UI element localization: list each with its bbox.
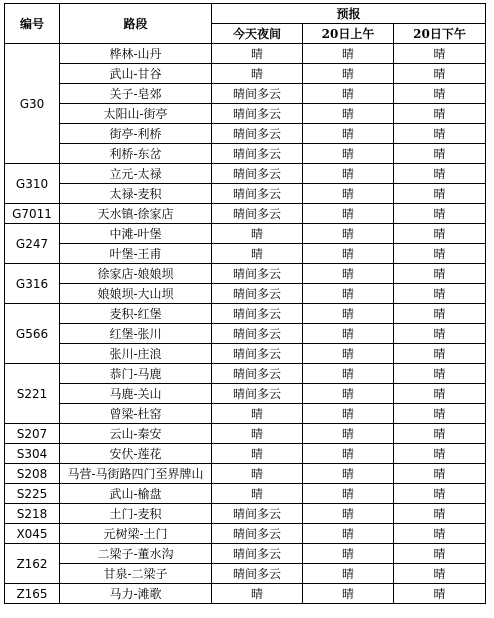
route-code: G247 [5,224,60,264]
road-segment: 张川-庄浪 [60,344,212,364]
route-code: G316 [5,264,60,304]
table-row [5,224,486,244]
forecast-afternoon: 晴 [394,184,486,204]
route-code: G566 [5,304,60,364]
road-weather-forecast-table [4,3,486,604]
table-row [5,584,486,604]
route-code: S225 [5,484,60,504]
header-afternoon: 20日下午 [394,24,486,44]
forecast-tonight: 晴 [212,64,303,84]
forecast-afternoon: 晴 [394,124,486,144]
road-segment: 桦林-山丹 [60,44,212,64]
forecast-tonight: 晴间多云 [212,344,303,364]
forecast-afternoon: 晴 [394,524,486,544]
forecast-morning: 晴 [303,444,394,464]
table-row [5,344,486,364]
road-segment: 安伏-莲花 [60,444,212,464]
forecast-morning: 晴 [303,584,394,604]
table-row [5,244,486,264]
forecast-tonight: 晴间多云 [212,304,303,324]
forecast-morning: 晴 [303,184,394,204]
road-segment: 娘娘坝-大山坝 [60,284,212,304]
forecast-tonight: 晴间多云 [212,284,303,304]
table-row [5,324,486,344]
forecast-tonight: 晴 [212,44,303,64]
road-segment: 元树梁-土门 [60,524,212,544]
header-morning: 20日上午 [303,24,394,44]
road-segment: 甘泉-二梁子 [60,564,212,584]
forecast-afternoon: 晴 [394,564,486,584]
road-segment: 曾梁-杜窑 [60,404,212,424]
forecast-afternoon: 晴 [394,84,486,104]
forecast-afternoon: 晴 [394,244,486,264]
table-body [5,44,486,604]
forecast-afternoon: 晴 [394,404,486,424]
forecast-tonight: 晴间多云 [212,544,303,564]
road-segment: 关子-皂郊 [60,84,212,104]
road-segment: 马力-滩歌 [60,584,212,604]
forecast-morning: 晴 [303,564,394,584]
table-row [5,184,486,204]
forecast-tonight: 晴 [212,424,303,444]
forecast-morning: 晴 [303,344,394,364]
forecast-tonight: 晴间多云 [212,184,303,204]
forecast-tonight: 晴间多云 [212,164,303,184]
forecast-tonight: 晴间多云 [212,204,303,224]
table-row [5,524,486,544]
forecast-morning: 晴 [303,164,394,184]
header-forecast: 预报 [212,4,486,24]
road-segment: 马鹿-关山 [60,384,212,404]
table-row [5,144,486,164]
forecast-tonight: 晴 [212,484,303,504]
table-header [5,4,486,44]
forecast-afternoon: 晴 [394,424,486,444]
table-row [5,204,486,224]
forecast-morning: 晴 [303,124,394,144]
forecast-afternoon: 晴 [394,44,486,64]
forecast-afternoon: 晴 [394,344,486,364]
forecast-morning: 晴 [303,464,394,484]
road-segment: 云山-秦安 [60,424,212,444]
route-code: X045 [5,524,60,544]
table-row [5,44,486,64]
forecast-afternoon: 晴 [394,364,486,384]
forecast-morning: 晴 [303,524,394,544]
road-segment: 麦积-红堡 [60,304,212,324]
road-segment: 红堡-张川 [60,324,212,344]
table-row [5,564,486,584]
forecast-morning: 晴 [303,384,394,404]
forecast-afternoon: 晴 [394,144,486,164]
forecast-afternoon: 晴 [394,384,486,404]
forecast-tonight: 晴 [212,404,303,424]
forecast-afternoon: 晴 [394,484,486,504]
forecast-tonight: 晴间多云 [212,144,303,164]
forecast-morning: 晴 [303,284,394,304]
table-row [5,124,486,144]
table-row [5,304,486,324]
table-row [5,64,486,84]
forecast-morning: 晴 [303,324,394,344]
forecast-afternoon: 晴 [394,104,486,124]
table-row [5,384,486,404]
table-row [5,284,486,304]
header-tonight: 今天夜间 [212,24,303,44]
road-segment: 武山-榆盘 [60,484,212,504]
forecast-morning: 晴 [303,44,394,64]
forecast-morning: 晴 [303,264,394,284]
table-row [5,424,486,444]
forecast-morning: 晴 [303,204,394,224]
table-row [5,264,486,284]
road-segment: 太阳山-街亭 [60,104,212,124]
table-row [5,464,486,484]
forecast-afternoon: 晴 [394,504,486,524]
road-segment: 街亭-利桥 [60,124,212,144]
route-code: G7011 [5,204,60,224]
route-code: G30 [5,44,60,164]
forecast-morning: 晴 [303,244,394,264]
forecast-tonight: 晴间多云 [212,264,303,284]
forecast-morning: 晴 [303,224,394,244]
forecast-afternoon: 晴 [394,224,486,244]
forecast-morning: 晴 [303,64,394,84]
forecast-tonight: 晴间多云 [212,364,303,384]
forecast-afternoon: 晴 [394,464,486,484]
forecast-afternoon: 晴 [394,204,486,224]
forecast-morning: 晴 [303,364,394,384]
table-row [5,364,486,384]
header-road: 路段 [60,4,212,44]
forecast-tonight: 晴 [212,224,303,244]
forecast-tonight: 晴间多云 [212,504,303,524]
forecast-morning: 晴 [303,504,394,524]
header-code: 编号 [5,4,60,44]
forecast-tonight: 晴 [212,464,303,484]
route-code: S208 [5,464,60,484]
road-segment: 立元-太禄 [60,164,212,184]
road-segment: 太禄-麦积 [60,184,212,204]
route-code: S221 [5,364,60,424]
table-row [5,504,486,524]
forecast-morning: 晴 [303,544,394,564]
forecast-afternoon: 晴 [394,264,486,284]
forecast-tonight: 晴 [212,244,303,264]
road-segment: 二梁子-董水沟 [60,544,212,564]
table-row [5,404,486,424]
forecast-afternoon: 晴 [394,64,486,84]
road-segment: 土门-麦积 [60,504,212,524]
forecast-afternoon: 晴 [394,324,486,344]
route-code: S218 [5,504,60,524]
forecast-morning: 晴 [303,144,394,164]
forecast-afternoon: 晴 [394,444,486,464]
forecast-afternoon: 晴 [394,164,486,184]
forecast-afternoon: 晴 [394,584,486,604]
forecast-tonight: 晴间多云 [212,104,303,124]
forecast-morning: 晴 [303,424,394,444]
forecast-afternoon: 晴 [394,284,486,304]
forecast-morning: 晴 [303,104,394,124]
route-code: S304 [5,444,60,464]
forecast-morning: 晴 [303,304,394,324]
table-row [5,544,486,564]
road-segment: 恭门-马鹿 [60,364,212,384]
route-code: Z162 [5,544,60,584]
table-row [5,484,486,504]
road-segment: 武山-甘谷 [60,64,212,84]
road-segment: 利桥-东岔 [60,144,212,164]
forecast-morning: 晴 [303,84,394,104]
road-segment: 叶堡-王甫 [60,244,212,264]
forecast-tonight: 晴间多云 [212,84,303,104]
forecast-afternoon: 晴 [394,304,486,324]
forecast-tonight: 晴 [212,444,303,464]
road-segment: 中滩-叶堡 [60,224,212,244]
forecast-morning: 晴 [303,484,394,504]
road-segment: 天水镇-徐家店 [60,204,212,224]
forecast-morning: 晴 [303,404,394,424]
table-row [5,104,486,124]
road-segment: 徐家店-娘娘坝 [60,264,212,284]
route-code: S207 [5,424,60,444]
forecast-tonight: 晴间多云 [212,124,303,144]
forecast-tonight: 晴间多云 [212,324,303,344]
forecast-afternoon: 晴 [394,544,486,564]
forecast-tonight: 晴间多云 [212,524,303,544]
forecast-tonight: 晴间多云 [212,564,303,584]
table-row [5,84,486,104]
table-row [5,444,486,464]
table-row [5,164,486,184]
forecast-tonight: 晴间多云 [212,384,303,404]
forecast-tonight: 晴 [212,584,303,604]
route-code: G310 [5,164,60,204]
road-segment: 马营-马街路四门至界牌山 [60,464,212,484]
route-code: Z165 [5,584,60,604]
